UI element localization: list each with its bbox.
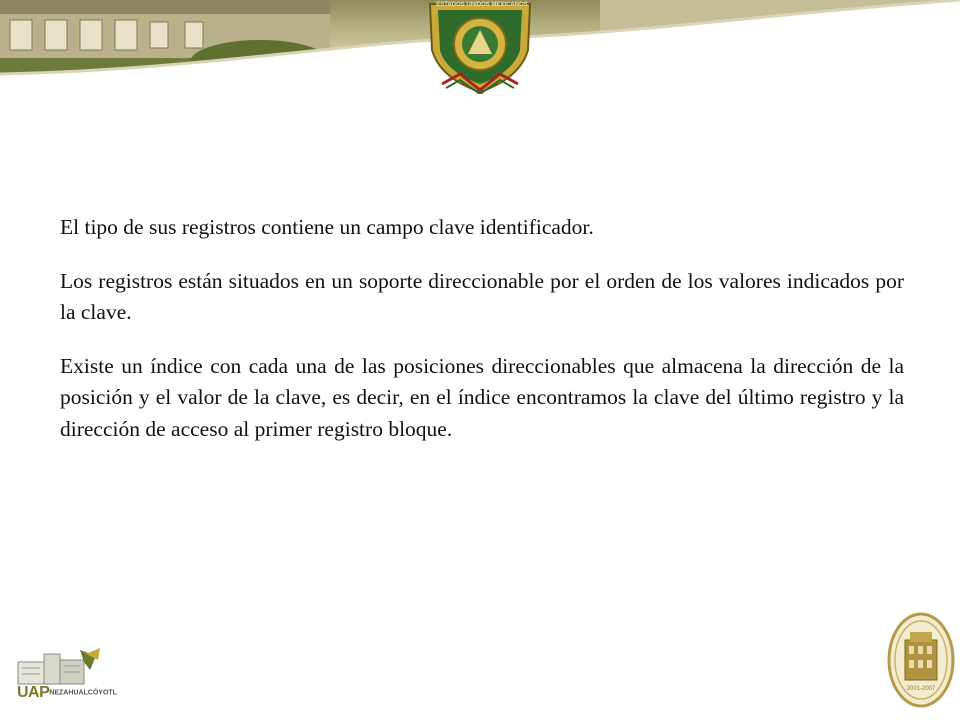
uap-logo-sub: NEZAHUALCÓYOTL: [49, 689, 117, 697]
anniversary-years: 2001-2007: [906, 686, 936, 692]
anniversary-seal-icon: [886, 610, 956, 710]
crest-text: ESTADOS UNIDOS MEXICANOS: [436, 2, 528, 8]
uap-logo-main: UAP: [17, 684, 50, 701]
university-crest-icon: [420, 0, 540, 94]
paragraph-2: Los registros están situados en un soporte direccionable por el orden de los valores indicados por la clave.: [60, 268, 904, 324]
paragraph-1: El tipo de sus registros contiene un campo clave identificador.: [60, 215, 594, 239]
slide-content: [60, 212, 904, 467]
uap-logo-text: [17, 684, 117, 702]
paragraph-3: Existe un índice con cada una de las posiciones direccionables que almacena la dirección de la posición y el valor de la clave, es decir, en el índice encontramos la clave del último registro y la dirección de acceso al primer registro bloque.: [60, 353, 904, 441]
uap-building-logo-icon: [14, 646, 104, 686]
